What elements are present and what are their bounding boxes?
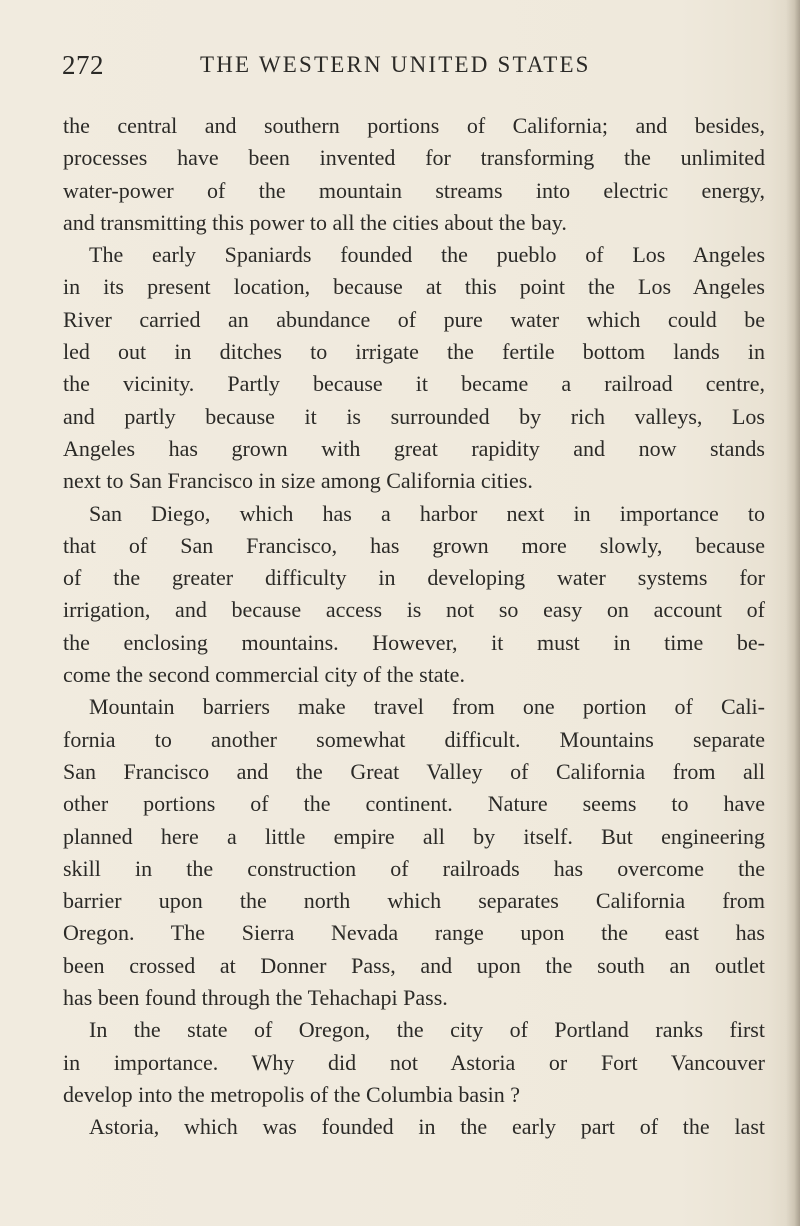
text-line: In the state of Oregon, the city of Portland ranks first	[89, 1017, 765, 1043]
text-line: fornia to another somewhat difficult. Mountains separate	[63, 726, 765, 752]
text-line: Oregon. The Sierra Nevada range upon the east has	[63, 920, 765, 946]
text-line: planned here a little empire all by itself. But engineering	[63, 823, 765, 849]
running-title: THE WESTERN UNITED STATES	[200, 52, 591, 77]
text-line: the central and southern portions of California; and besides,	[63, 113, 765, 138]
text-line: Mountain barriers make travel from one portion of Cali-	[89, 694, 765, 720]
text-line: processes have been invented for transforming the unlimited	[63, 145, 765, 171]
text-line: water-power of the mountain streams into electric energy,	[63, 177, 765, 203]
text-line: been crossed at Donner Pass, and upon the south an outlet	[63, 952, 765, 978]
text-line: develop into the metropolis of the Columbia basin ?	[63, 1081, 521, 1107]
text-line: skill in the construction of railroads has overcome the	[63, 855, 765, 881]
text-line: led out in ditches to irrigate the fertile bottom lands in	[63, 339, 765, 365]
text-line: Astoria, which was founded in the early part of the last	[89, 1114, 765, 1140]
text-line: barrier upon the north which separates California from	[63, 888, 765, 914]
text-line: the enclosing mountains. However, it must in time be-	[63, 629, 765, 655]
text-line: River carried an abundance of pure water which could be	[63, 306, 765, 332]
text-line: San Francisco and the Great Valley of California from all	[63, 758, 765, 784]
page-edge-shadow	[786, 0, 800, 1226]
text-line: in importance. Why did not Astoria or Fort Vancouver	[63, 1049, 765, 1075]
page-number: 272	[62, 50, 104, 80]
text-line: Angeles has grown with great rapidity and now stands	[63, 435, 765, 461]
running-head	[62, 50, 762, 90]
text-line: other portions of the continent. Nature seems to have	[63, 791, 765, 817]
text-line: of the greater difficulty in developing water systems for	[63, 565, 765, 591]
text-line: in its present location, because at this point the Los Angeles	[63, 274, 765, 300]
text-line: and partly because it is surrounded by rich valleys, Los	[63, 403, 765, 429]
body-text	[63, 110, 765, 1144]
text-line: that of San Francisco, has grown more slowly, because	[63, 532, 765, 558]
text-line: has been found through the Tehachapi Pass.	[63, 985, 448, 1011]
text-line: next to San Francisco in size among California cities.	[63, 468, 533, 494]
text-line: and transmitting this power to all the cities about the bay.	[63, 209, 567, 235]
text-line: The early Spaniards founded the pueblo of Los Angeles	[89, 242, 765, 268]
text-line: San Diego, which has a harbor next in importance to	[89, 500, 765, 526]
text-line: come the second commercial city of the state.	[63, 662, 465, 688]
text-line: the vicinity. Partly because it became a railroad centre,	[63, 371, 765, 397]
text-line: irrigation, and because access is not so easy on account of	[63, 597, 765, 623]
